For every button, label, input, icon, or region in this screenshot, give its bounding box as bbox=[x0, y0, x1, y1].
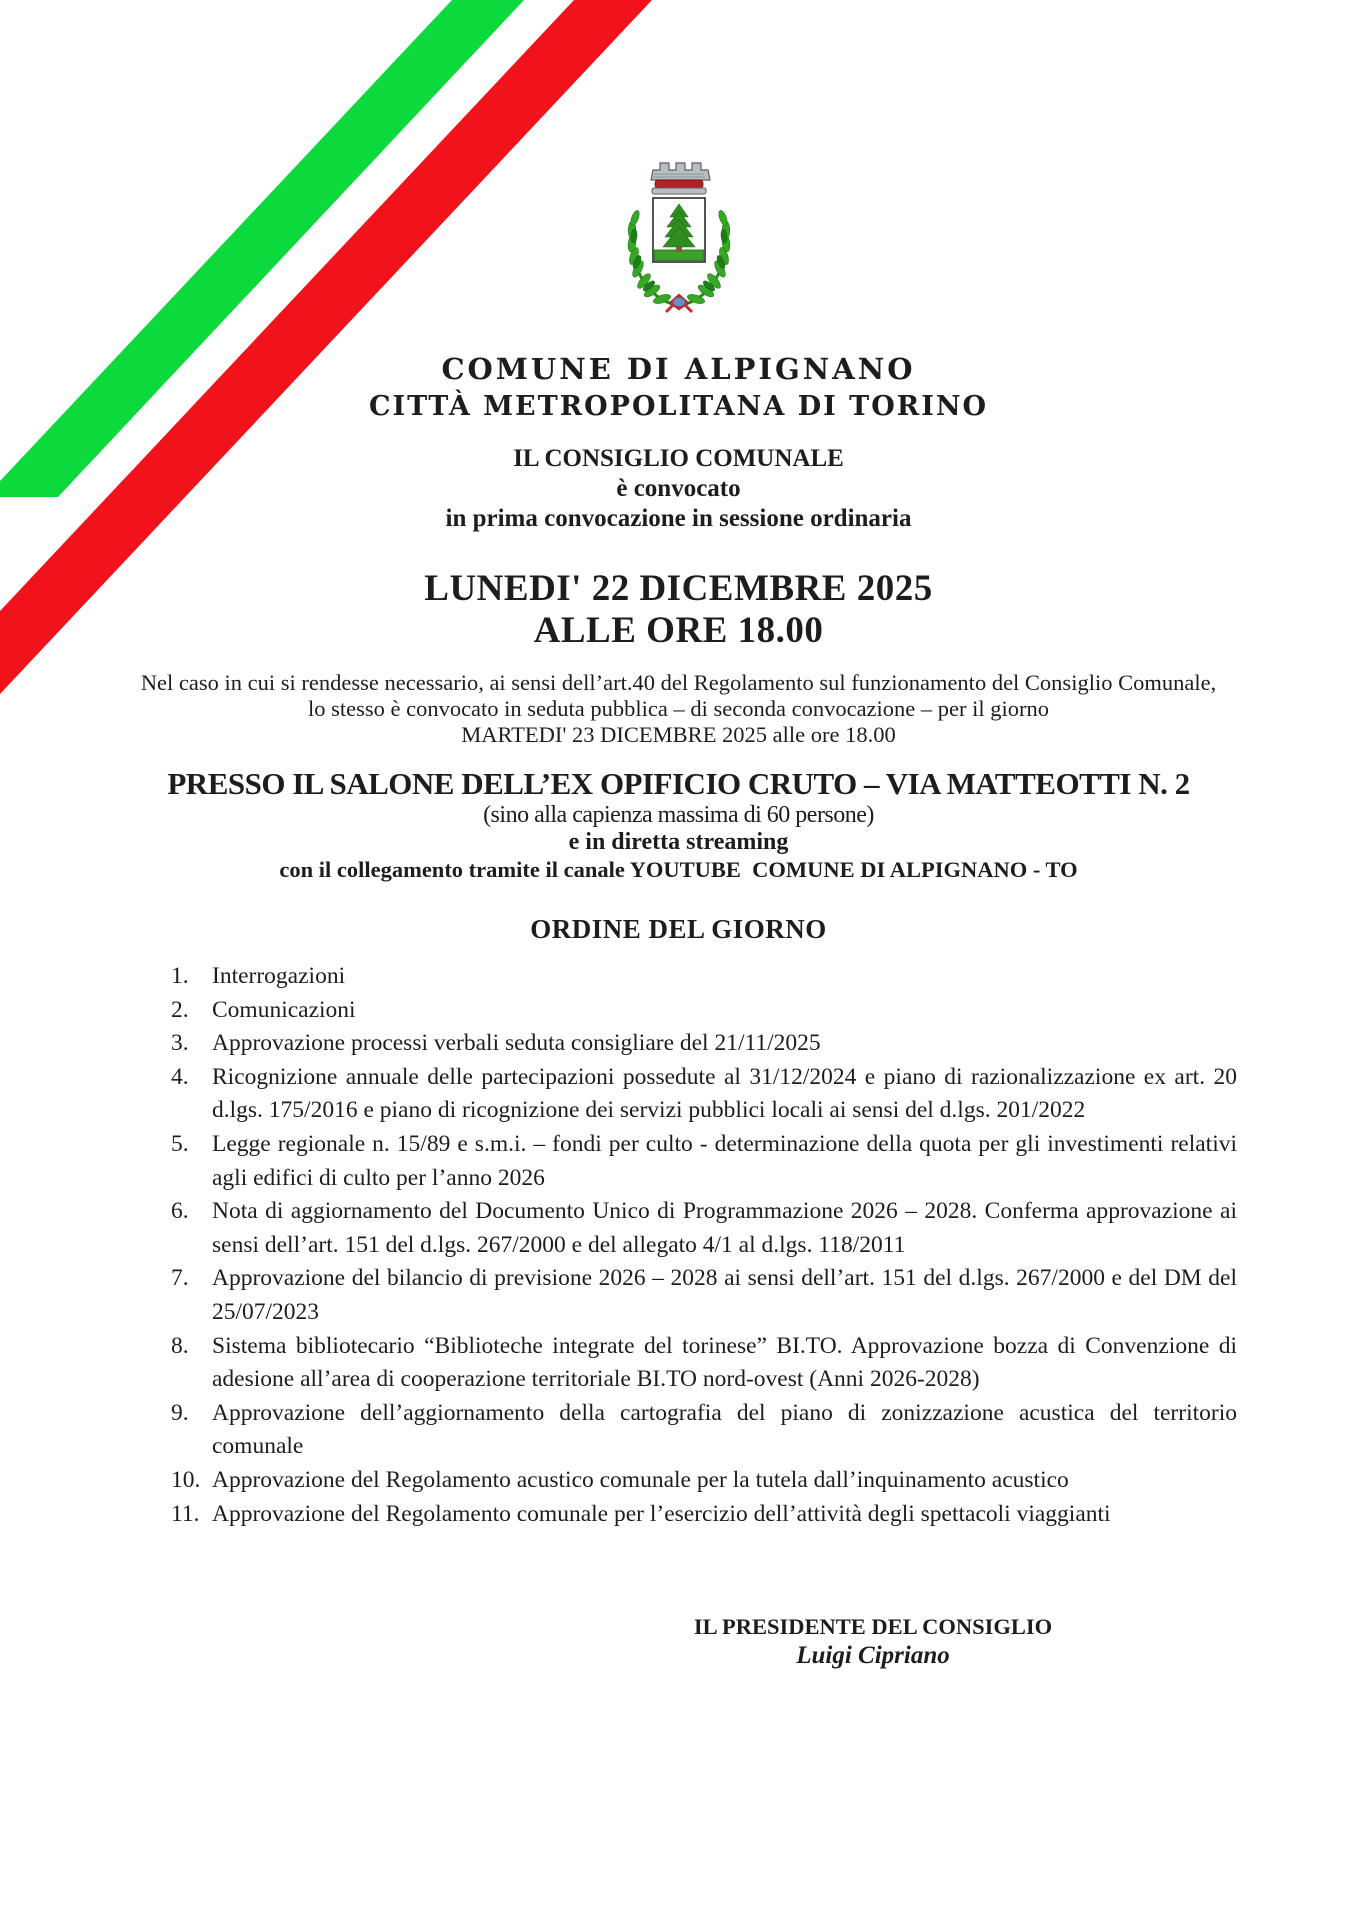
agenda-item bbox=[171, 1061, 1237, 1128]
agenda-item-text: Approvazione del Regolamento acustico comunale per la tutela dall’inquinamento acustico bbox=[212, 1466, 1069, 1493]
agenda-list bbox=[171, 960, 1237, 1531]
agenda-item-number: 7. bbox=[171, 1265, 189, 1292]
agenda-item-text: Comunicazioni bbox=[212, 996, 356, 1023]
agenda-item-number: 10. bbox=[171, 1466, 201, 1493]
agenda-title: ORDINE DEL GIORNO bbox=[530, 914, 827, 944]
venue-youtube-channel: con il collegamento tramite il canale YOUTUBE COMUNE DI ALPIGNANO - TO bbox=[279, 857, 1078, 882]
session-date-line: LUNEDI' 22 DICEMBRE 2025 bbox=[424, 568, 933, 609]
shield-icon bbox=[653, 198, 705, 262]
venue-address: PRESSO IL SALONE DELL’EX OPIFICIO CRUTO – VIA MATTEOTTI N. 2 bbox=[167, 766, 1190, 801]
convocation-line2: è convocato bbox=[616, 475, 741, 502]
convocation-line3: in prima convocazione in sessione ordinaria bbox=[445, 505, 912, 532]
agenda-item bbox=[171, 1195, 1237, 1262]
agenda-item-number: 11. bbox=[171, 1500, 200, 1527]
second-convocation-line2: lo stesso è convocato in seduta pubblica – di seconda convocazione – per il giorno bbox=[307, 696, 1050, 721]
agenda-item-number: 9. bbox=[171, 1399, 189, 1426]
agenda-item bbox=[171, 960, 1237, 994]
agenda-item bbox=[171, 1262, 1237, 1329]
convocation-statement bbox=[0, 444, 1357, 534]
agenda-item-number: 8. bbox=[171, 1332, 189, 1359]
agenda-item-number: 3. bbox=[171, 1030, 189, 1057]
agenda-item-text: Interrogazioni bbox=[212, 963, 346, 989]
venue-capacity: (sino alla capienza massima di 60 persone) bbox=[483, 802, 874, 828]
agenda-item bbox=[171, 1330, 1237, 1397]
agenda-item-number: 6. bbox=[171, 1198, 189, 1225]
convocation-line1: IL CONSIGLIO COMUNALE bbox=[513, 445, 844, 472]
agenda-item-text: Nota di aggiornamento del Documento Unico di Programmazione 2026 – 2028. Conferma approvazione ai sensi dell’art. 151 del d.lgs. 267/2000 e del allegato 4/1 al d.lgs. 118/2011 bbox=[212, 1198, 1237, 1258]
agenda-item-text: Approvazione processi verbali seduta consigliare del 21/11/2025 bbox=[212, 1030, 821, 1057]
agenda-item-text: Legge regionale n. 15/89 e s.m.i. – fondi per culto - determinazione della quota per gli investimenti relativi agli edifici di culto per l’anno 2026 bbox=[212, 1130, 1237, 1191]
agenda-item bbox=[171, 1464, 1237, 1498]
second-convocation-line3: MARTEDI' 23 DICEMBRE 2025 alle ore 18.00 bbox=[461, 722, 896, 747]
agenda-item-text: Ricognizione annuale delle partecipazioni possedute al 31/12/2024 e piano di razionalizzazione ex art. 20 d.lgs. 175/2016 e piano di ricognizione dei servizi pubblici locali ai sensi del d.lgs. 201/2022 bbox=[212, 1063, 1237, 1124]
agenda-item bbox=[171, 1498, 1237, 1532]
signature-name: Luigi Cipriano bbox=[796, 1642, 950, 1669]
agenda-item-number: 4. bbox=[171, 1063, 189, 1090]
agenda-item-number: 1. bbox=[171, 963, 189, 989]
agenda-item bbox=[171, 1397, 1237, 1464]
venue-block bbox=[0, 766, 1357, 883]
agenda-item-number: 2. bbox=[171, 996, 189, 1023]
agenda-item bbox=[171, 1027, 1237, 1061]
signature-block bbox=[553, 1612, 1193, 1670]
agenda-item-text: Approvazione del bilancio di previsione 2026 – 2028 ai sensi dell’art. 151 del d.lgs. 267/2000 e del DM del 25/07/2023 bbox=[212, 1265, 1237, 1325]
agenda-item bbox=[171, 1128, 1237, 1195]
agenda-item-text: Sistema bibliotecario “Biblioteche integrate del torinese” BI.TO. Approvazione bozza di Convenzione di adesione all’area di cooperazione territoriale BI.TO nord-ovest (Anni 2026-2028) bbox=[212, 1332, 1237, 1393]
venue-streaming: e in diretta streaming bbox=[568, 829, 789, 855]
second-convocation-paragraph bbox=[0, 670, 1357, 748]
municipality-header bbox=[0, 350, 1357, 426]
agenda-item bbox=[171, 994, 1237, 1028]
session-time-line: ALLE ORE 18.00 bbox=[533, 610, 824, 651]
session-date bbox=[0, 568, 1357, 652]
agenda-item-number: 5. bbox=[171, 1130, 189, 1157]
coat-of-arms-icon bbox=[604, 156, 754, 314]
agenda-item-text: Approvazione del Regolamento comunale per l’esercizio dell’attività degli spettacoli viaggianti bbox=[212, 1500, 1111, 1527]
agenda-item-text: Approvazione dell’aggiornamento della cartografia del piano di zonizzazione acustica del territorio comunale bbox=[212, 1399, 1237, 1460]
mural-crown-icon bbox=[651, 163, 710, 194]
coat-of-arms bbox=[0, 156, 1357, 314]
second-convocation-line1: Nel caso in cui si rendesse necessario, ai sensi dell’art.40 del Regolamento sul funzionamento del Consiglio Comunale, bbox=[140, 670, 1217, 695]
municipality-subtitle: CITTÀ METROPOLITANA DI TORINO bbox=[368, 391, 989, 422]
signature-role: IL PRESIDENTE DEL CONSIGLIO bbox=[693, 1614, 1053, 1639]
municipality-name: COMUNE DI ALPIGNANO bbox=[441, 352, 916, 386]
